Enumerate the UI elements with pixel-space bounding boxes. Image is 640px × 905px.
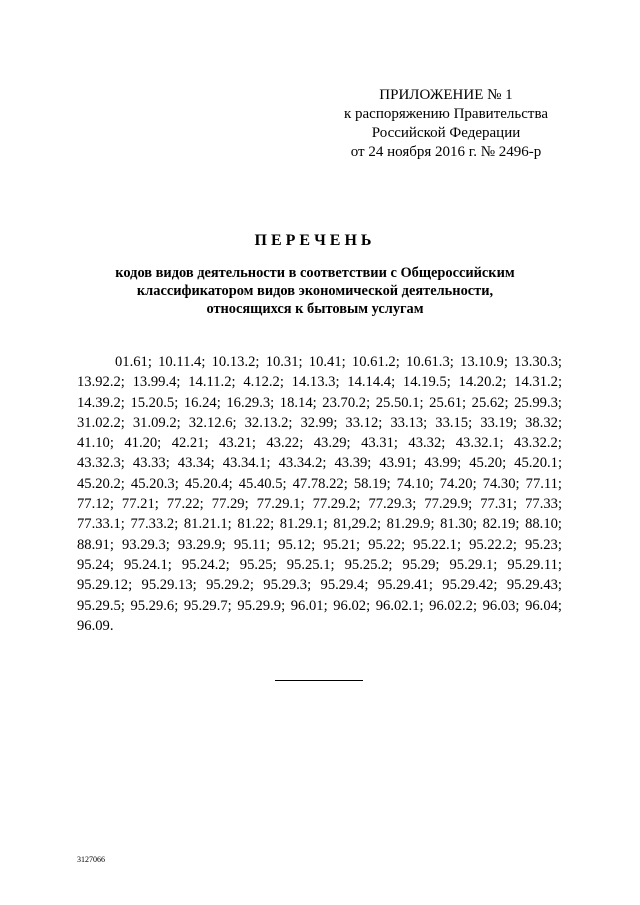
activity-code: 77.22; [166,496,204,513]
activity-code: 74.30; [482,475,520,492]
subtitle-line-1: кодов видов деятельности в соответствии с Общероссийским [115,265,515,281]
activity-code: 32.99; [300,414,338,431]
activity-code: 95.25.2; [344,556,393,573]
activity-code: 77.21; [121,496,159,513]
activity-code: 95.29.41; [377,577,433,594]
appendix-decree-ref: к распоряжению Правительства [343,106,548,122]
activity-code: 81.30; [440,516,477,533]
activity-code: 95.29.42; [442,577,498,594]
activity-code: 77.12; [77,496,114,513]
activity-code: 10.61.2; [351,354,400,370]
activity-code: 14.20.2; [458,374,507,391]
codes-line [77,535,562,555]
activity-code: 43.31; [361,435,398,452]
title-block [60,232,570,318]
activity-code: 43.32.1; [455,435,504,452]
activity-code: 43.91; [379,455,417,472]
appendix-number: ПРИЛОЖЕНИЕ № 1 [379,87,513,103]
activity-code: 81.29.9; [386,516,435,533]
activity-code: 45.20.1; [514,455,562,472]
activity-code: 45.20.2; [77,475,125,492]
document-number: 3127066 [77,855,105,864]
codes-line [77,474,562,494]
activity-code: 77.29.2; [312,496,361,513]
codes-line [77,596,562,616]
activity-code: 77.29.3; [368,496,417,513]
activity-code: 13.99.4; [132,374,181,391]
activity-code: 95.25.1; [286,556,335,573]
activity-code: 96.02.2; [429,597,477,614]
activity-code: 95.22.2; [469,536,517,553]
activity-code: 95.29.13; [141,577,197,594]
activity-code: 93.29.9; [177,536,226,553]
codes-line [77,555,562,575]
activity-code: 32.12.6; [188,414,237,431]
activity-code: 43.22; [266,435,304,452]
activity-code: 77.31; [480,496,518,513]
activity-code: 81.29.1; [279,516,328,533]
activity-code: 43.32; [408,435,446,452]
activity-code: 95.25; [239,556,277,573]
activity-code: 13.30.3; [514,354,562,370]
closing-rule [275,680,363,681]
activity-code: 33.13; [390,414,428,431]
codes-line [77,413,562,433]
activity-code: 95.29.11; [507,556,562,573]
activity-code: 77.33; [525,496,562,513]
activity-code: 96.04; [525,597,562,614]
activity-code: 13.10.9; [460,354,508,370]
codes-line [77,514,562,534]
activity-code: 95.29.6; [130,597,179,614]
activity-code: 33.19; [480,414,518,431]
activity-code: 14.14.4; [347,374,396,391]
activity-code: 16.29.3; [226,394,275,411]
document-title: ПЕРЕЧЕНЬ [254,232,376,249]
activity-code: 43.39; [334,455,372,472]
codes-line [77,433,562,453]
activity-code: 14.11.2; [188,374,236,391]
activity-code: 96.09. [77,617,114,634]
activity-code: 14.13.3; [291,374,340,391]
appendix-issuer: Российской Федерации [371,125,521,141]
activity-code: 95.23; [525,536,562,553]
activity-codes-list [77,352,562,636]
activity-code: 95.29.12; [77,577,133,594]
codes-line [77,393,562,413]
activity-code: 95.29.3; [263,577,312,594]
activity-code: 81.22; [237,516,275,533]
activity-code: 10.41; [308,354,346,370]
activity-code: 45.20; [469,455,507,472]
activity-code: 77.29; [211,496,249,513]
activity-code: 43.32.3; [77,455,125,472]
activity-code: 95.29.7; [183,597,232,614]
codes-line [77,616,562,636]
subtitle-line-3: относящихся к бытовым услугам [206,301,424,317]
codes-line [77,453,562,473]
activity-code: 95.29.5; [77,597,125,614]
activity-code: 38.32; [525,414,562,431]
activity-code: 95.24; [77,556,114,573]
subtitle-line-2: классификатором видов экономической деятельности, [136,283,494,299]
activity-code: 95.29.9; [237,597,286,614]
activity-code: 82.19; [482,516,520,533]
activity-code: 4.12.2; [243,374,284,391]
activity-code: 25.99.3; [514,394,562,411]
activity-code: 16.24; [183,394,221,411]
activity-code: 33.12; [345,414,383,431]
activity-code: 95.12; [278,536,316,553]
activity-code: 88.91; [77,536,114,553]
activity-code: 95.29; [402,556,440,573]
activity-code: 10.61.3; [405,354,454,370]
activity-code: 23.70.2; [322,394,371,411]
activity-code: 14.19.5; [402,374,451,391]
document-subtitle [60,264,570,318]
activity-code: 81.21.1; [183,516,232,533]
activity-code: 95.24.1; [123,556,172,573]
activity-code: 45.20.4; [184,475,233,492]
activity-code: 42.21; [171,435,209,452]
activity-code: 01.61; [115,354,152,370]
activity-code: 95.24.2; [181,556,230,573]
activity-code: 18.14; [279,394,317,411]
activity-code: 13.92.2; [77,374,125,391]
codes-line [77,494,562,514]
activity-code: 43.34; [177,455,215,472]
activity-code: 74.20; [439,475,477,492]
activity-code: 10.13.2; [211,354,260,370]
activity-code: 43.99; [424,455,462,472]
activity-code: 88.10; [525,516,562,533]
activity-code: 31.09.2; [132,414,181,431]
activity-code: 95.29.4; [320,577,369,594]
activity-code: 58.19; [353,475,391,492]
activity-code: 47.78.22; [292,475,348,492]
activity-code: 25.50.1; [375,394,424,411]
activity-code: 43.34.1; [222,455,271,472]
activity-code: 95.11; [233,536,271,553]
codes-line [77,352,562,372]
activity-code: 45.40.5; [238,475,287,492]
activity-code: 77.29.9; [424,496,473,513]
activity-code: 95.22; [368,536,406,553]
activity-code: 74.10; [396,475,434,492]
activity-code: 45.20.3; [130,475,179,492]
appendix-header [330,86,562,162]
activity-code: 10.11.4; [158,354,206,370]
codes-line [77,575,562,595]
activity-code: 95.22.1; [413,536,461,553]
activity-code: 14.31.2; [514,374,562,391]
activity-code: 43.29; [313,435,351,452]
activity-code: 96.02; [333,597,371,614]
activity-code: 96.01; [290,597,328,614]
activity-code: 43.34.2; [278,455,327,472]
activity-code: 77.33.1; [77,516,125,533]
activity-code: 95.29.43; [506,577,562,594]
activity-code: 10.31; [265,354,303,370]
activity-code: 77.33.2; [130,516,179,533]
activity-code: 43.21; [219,435,256,452]
activity-code: 93.29.3; [121,536,170,553]
activity-code: 14.39.2; [77,394,125,411]
activity-code: 41.20; [124,435,162,452]
activity-code: 96.02.1; [375,597,424,614]
activity-code: 95.29.2; [206,577,254,594]
activity-code: 33.15; [435,414,473,431]
codes-line [77,372,562,392]
activity-code: 43.32.2; [514,435,562,452]
activity-code: 32.13.2; [244,414,293,431]
activity-code: 25.61; [429,394,467,411]
activity-code: 81,29.2; [333,516,382,533]
activity-code: 95.29.1; [449,556,498,573]
activity-code: 41.10; [77,435,114,452]
activity-code: 95.21; [323,536,361,553]
activity-code: 77.11; [525,475,562,492]
appendix-date: от 24 ноября 2016 г. № 2496-р [350,144,542,160]
activity-code: 15.20.5; [130,394,179,411]
activity-code: 96.03; [482,597,520,614]
activity-code: 31.02.2; [77,414,125,431]
activity-code: 25.62; [471,394,509,411]
activity-code: 43.33; [132,455,170,472]
activity-code: 77.29.1; [256,496,305,513]
